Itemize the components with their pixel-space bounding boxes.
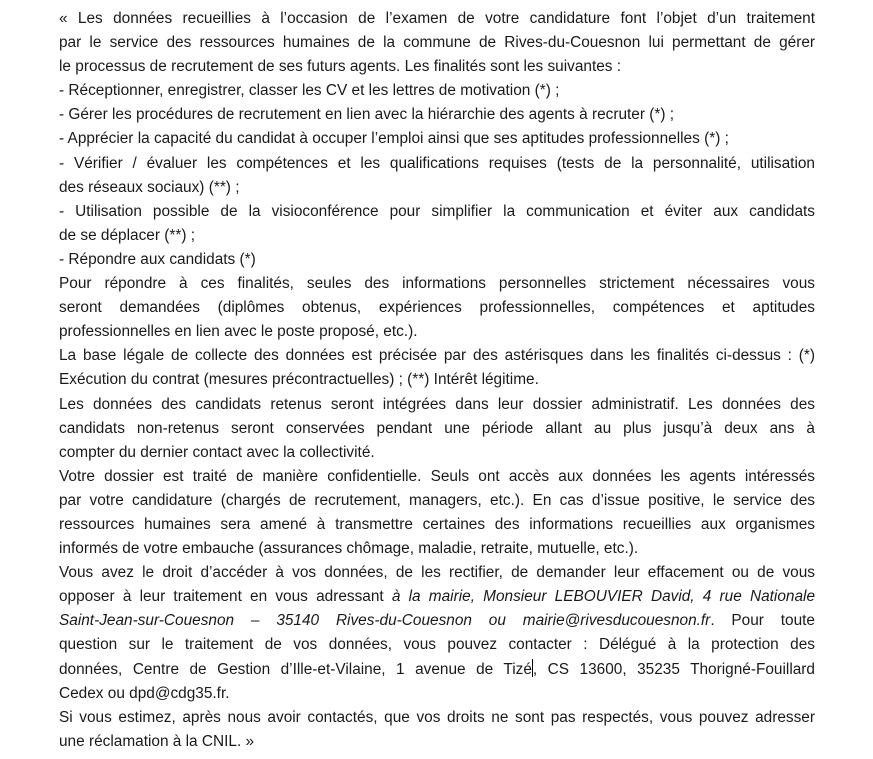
document-body[interactable] [59, 7, 815, 754]
text-line: Votre dossier est traité de manière confidentielle. Seuls ont accès aux données les agents intéressés [59, 467, 815, 485]
text-line: Exécution du contrat (mesures précontractuelles) ; (**) Intérêt légitime. [59, 371, 539, 389]
text-line: informés de votre embauche (assurances chômage, maladie, retraite, mutuelle, etc.). [59, 540, 639, 558]
text-line: professionnelles en lien avec le poste proposé, etc.). [59, 323, 418, 341]
rights-line-6: Cedex ou dpd@cdg35.fr. [59, 684, 230, 702]
text-line: ressources humaines sera amené à transmettre certaines des informations recueillies aux organismes [59, 515, 815, 533]
rights-line-3-plain: . Pour toute [710, 612, 815, 630]
text-line: compter du dernier contact avec la collectivité. [59, 443, 375, 461]
text-line: candidats non-retenus seront conservées pendant une période allant au plus jusqu’à deux ans à [59, 419, 815, 437]
text-line: le processus de recrutement de ses futurs agents. Les finalités sont les suivantes : [59, 58, 622, 76]
text-line: de se déplacer (**) ; [59, 226, 196, 244]
closing-line-1: Si vous estimez, après nous avoir contactés, que vos droits ne sont pas respectés, vous pouvez adresser [59, 708, 815, 726]
rights-line-1: Vous avez le droit d’accéder à vos données, de les rectifier, de demander leur effacement ou de vous [59, 564, 815, 582]
closing-line-2: une réclamation à la CNIL. » [59, 732, 255, 750]
rights-line-2-italic: à la mairie, Monsieur LEBOUVIER David, 4 rue Nationale [391, 588, 815, 606]
text-line: par votre candidature (chargés de recrutement, managers, etc.). En cas d’issue positive, le service des [59, 491, 815, 509]
text-line: - Vérifier / évaluer les compétences et les qualifications requises (tests de la personnalité, utilisation [59, 154, 815, 172]
text-line: - Apprécier la capacité du candidat à occuper l’emploi ainsi que ses aptitudes professionnelles (*) ; [59, 130, 729, 148]
text-line: - Gérer les procédures de recrutement en lien avec la hiérarchie des agents à recruter (*) ; [59, 106, 675, 124]
text-line: - Réceptionner, enregistrer, classer les CV et les lettres de motivation (*) ; [59, 82, 560, 100]
text-line: des réseaux sociaux) (**) ; [59, 178, 240, 196]
text-line: - Répondre aux candidats (*) [59, 250, 256, 268]
text-line: par le service des ressources humaines de la commune de Rives-du-Couesnon lui permettant de gérer [59, 34, 815, 52]
rights-line-2-plain: opposer à leur traitement en vous adressant [59, 588, 384, 606]
rights-line-3-italic: Saint-Jean-sur-Couesnon – 35140 Rives-du-Couesnon ou mairie@rivesducouesnon.fr [59, 612, 711, 630]
text-line: Les données des candidats retenus seront intégrées dans leur dossier administratif. Les données des [59, 395, 815, 413]
rights-line-5-start: données, Centre de Gestion d’Ille-et-Vilaine, 1 avenue de Tizé [59, 660, 532, 678]
text-line: seront demandées (diplômes obtenus, expériences professionnelles, compétences et aptitudes [59, 299, 815, 317]
text-line: Pour répondre à ces finalités, seules des informations personnelles strictement nécessaires vous [59, 275, 815, 293]
text-line: La base légale de collecte des données est précisée par des astérisques dans les finalités ci-dessus : (*) [59, 347, 815, 365]
rights-line-3 [59, 609, 815, 633]
rights-line-4: question sur le traitement de vos données, vous pouvez contacter : Délégué à la protection des [59, 636, 815, 654]
rights-line-2 [59, 585, 815, 609]
rights-line-5-end: , CS 13600, 35235 Thorigné-Fouillard [532, 660, 815, 678]
text-line: - Utilisation possible de la visioconférence pour simplifier la communication et éviter aux candidats [59, 202, 815, 220]
rights-line-5 [59, 658, 815, 682]
document-paragraphs [59, 7, 815, 561]
text-line: « Les données recueillies à l’occasion de l’examen de votre candidature font l’objet d’un traitement [59, 10, 815, 27]
